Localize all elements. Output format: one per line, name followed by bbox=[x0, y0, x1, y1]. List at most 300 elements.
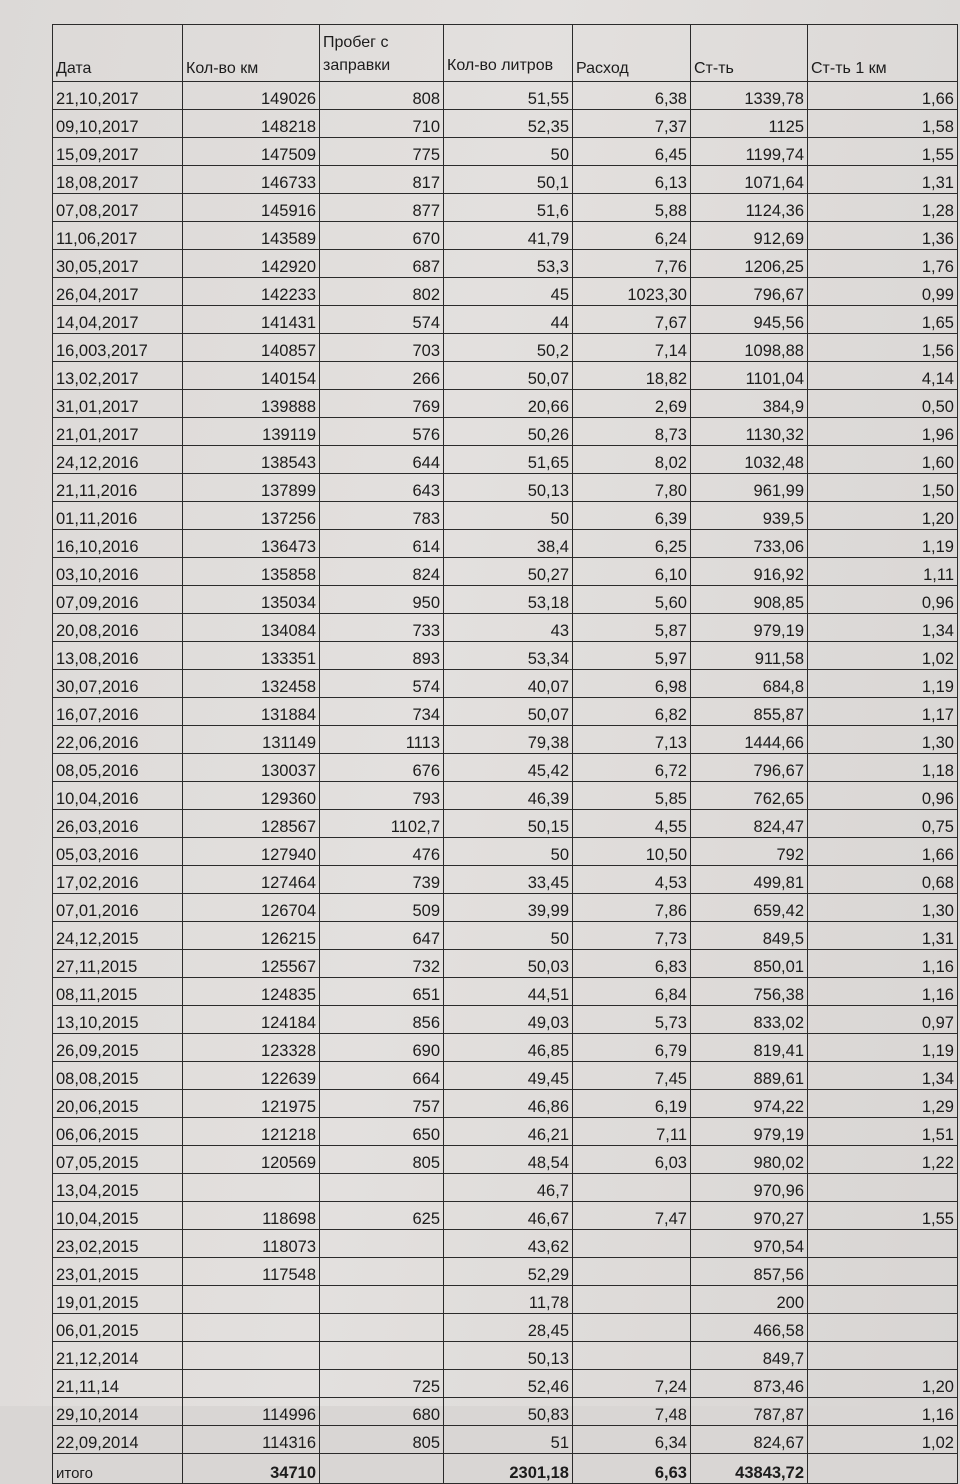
cell-distance: 893 bbox=[320, 642, 444, 670]
cell-date: 21,10,2017 bbox=[53, 82, 183, 110]
cell-cost-per-km: 4,14 bbox=[808, 362, 958, 390]
cell-cost-per-km: 1,20 bbox=[808, 502, 958, 530]
cell-cost: 889,61 bbox=[691, 1062, 808, 1090]
cell-cost-per-km: 1,17 bbox=[808, 698, 958, 726]
cell-consumption: 6,39 bbox=[573, 502, 691, 530]
cell-date: 29,10,2014 bbox=[53, 1398, 183, 1426]
table-row bbox=[53, 1342, 958, 1370]
cell-date: 27,11,2015 bbox=[53, 950, 183, 978]
cell-liters: 48,54 bbox=[444, 1146, 573, 1174]
cell-cost-per-km bbox=[808, 1286, 958, 1314]
cell-km: 131149 bbox=[183, 726, 320, 754]
cell-km: 128567 bbox=[183, 810, 320, 838]
cell-liters: 53,3 bbox=[444, 250, 573, 278]
table-row bbox=[53, 950, 958, 978]
cell-liters: 50,27 bbox=[444, 558, 573, 586]
table-row bbox=[53, 530, 958, 558]
table-row bbox=[53, 502, 958, 530]
cell-km: 131884 bbox=[183, 698, 320, 726]
table-row bbox=[53, 1146, 958, 1174]
cell-liters: 50 bbox=[444, 922, 573, 950]
cell-distance: 950 bbox=[320, 586, 444, 614]
cell-date: 17,02,2016 bbox=[53, 866, 183, 894]
cell-date: 16,003,2017 bbox=[53, 334, 183, 362]
cell-km: 137256 bbox=[183, 502, 320, 530]
cell-consumption: 7,13 bbox=[573, 726, 691, 754]
cell-cost-per-km bbox=[808, 1314, 958, 1342]
cell-distance: 732 bbox=[320, 950, 444, 978]
cell-consumption: 6,84 bbox=[573, 978, 691, 1006]
cell-cost-per-km: 1,56 bbox=[808, 334, 958, 362]
cell-km: 140154 bbox=[183, 362, 320, 390]
cell-cost-per-km bbox=[808, 1258, 958, 1286]
cell-cost: 970,27 bbox=[691, 1202, 808, 1230]
cell-consumption: 6,45 bbox=[573, 138, 691, 166]
cell-cost: 824,67 bbox=[691, 1426, 808, 1454]
cell-cost-per-km: 1,34 bbox=[808, 614, 958, 642]
cell-km: 136473 bbox=[183, 530, 320, 558]
cell-km: 121218 bbox=[183, 1118, 320, 1146]
cell-cost-per-km: 1,16 bbox=[808, 978, 958, 1006]
cell-distance: 739 bbox=[320, 866, 444, 894]
cell-liters: 53,18 bbox=[444, 586, 573, 614]
cell-cost: 849,5 bbox=[691, 922, 808, 950]
cell-distance: 574 bbox=[320, 306, 444, 334]
cell-consumption: 5,97 bbox=[573, 642, 691, 670]
cell-date: 31,01,2017 bbox=[53, 390, 183, 418]
cell-date: 07,09,2016 bbox=[53, 586, 183, 614]
table-row bbox=[53, 1314, 958, 1342]
cell-date: 20,08,2016 bbox=[53, 614, 183, 642]
cell-date: 30,07,2016 bbox=[53, 670, 183, 698]
cell-km: 127940 bbox=[183, 838, 320, 866]
cell-cost-per-km: 1,16 bbox=[808, 1398, 958, 1426]
cell-consumption: 7,45 bbox=[573, 1062, 691, 1090]
cell-liters: 50,07 bbox=[444, 698, 573, 726]
cell-liters: 52,46 bbox=[444, 1370, 573, 1398]
total-cell-consumption: 6,63 bbox=[573, 1454, 691, 1484]
cell-cost: 762,65 bbox=[691, 782, 808, 810]
cell-date: 26,09,2015 bbox=[53, 1034, 183, 1062]
cell-liters: 45 bbox=[444, 278, 573, 306]
table-row bbox=[53, 1230, 958, 1258]
cell-consumption: 7,76 bbox=[573, 250, 691, 278]
cell-km bbox=[183, 1286, 320, 1314]
table-row bbox=[53, 1370, 958, 1398]
cell-km: 123328 bbox=[183, 1034, 320, 1062]
cell-cost: 912,69 bbox=[691, 222, 808, 250]
table-row bbox=[53, 754, 958, 782]
cell-distance bbox=[320, 1230, 444, 1258]
cell-distance: 690 bbox=[320, 1034, 444, 1062]
cell-date: 07,01,2016 bbox=[53, 894, 183, 922]
cell-date: 03,10,2016 bbox=[53, 558, 183, 586]
cell-consumption: 7,86 bbox=[573, 894, 691, 922]
cell-liters: 49,45 bbox=[444, 1062, 573, 1090]
cell-date: 09,10,2017 bbox=[53, 110, 183, 138]
cell-cost: 970,96 bbox=[691, 1174, 808, 1202]
table-row bbox=[53, 698, 958, 726]
table-row bbox=[53, 166, 958, 194]
cell-consumption: 6,25 bbox=[573, 530, 691, 558]
cell-distance: 614 bbox=[320, 530, 444, 558]
cell-distance: 769 bbox=[320, 390, 444, 418]
cell-date: 01,11,2016 bbox=[53, 502, 183, 530]
cell-cost-per-km: 1,19 bbox=[808, 1034, 958, 1062]
cell-km: 124184 bbox=[183, 1006, 320, 1034]
table-row bbox=[53, 1258, 958, 1286]
cell-date: 26,03,2016 bbox=[53, 810, 183, 838]
table-row bbox=[53, 334, 958, 362]
cell-consumption bbox=[573, 1342, 691, 1370]
cell-date: 24,12,2015 bbox=[53, 922, 183, 950]
cell-liters: 11,78 bbox=[444, 1286, 573, 1314]
cell-liters: 28,45 bbox=[444, 1314, 573, 1342]
total-cell-km: 34710 bbox=[183, 1454, 320, 1484]
cell-consumption: 10,50 bbox=[573, 838, 691, 866]
cell-consumption: 1023,30 bbox=[573, 278, 691, 306]
cell-cost-per-km: 1,30 bbox=[808, 726, 958, 754]
cell-date: 26,04,2017 bbox=[53, 278, 183, 306]
cell-distance: 793 bbox=[320, 782, 444, 810]
cell-km: 148218 bbox=[183, 110, 320, 138]
cell-cost: 970,54 bbox=[691, 1230, 808, 1258]
cell-liters: 51,55 bbox=[444, 82, 573, 110]
table-row bbox=[53, 1006, 958, 1034]
cell-cost-per-km: 1,11 bbox=[808, 558, 958, 586]
table-row bbox=[53, 306, 958, 334]
cell-cost: 979,19 bbox=[691, 1118, 808, 1146]
cell-consumption: 6,34 bbox=[573, 1426, 691, 1454]
total-cell-date: итого bbox=[53, 1454, 183, 1484]
cell-consumption: 6,24 bbox=[573, 222, 691, 250]
cell-liters: 50,03 bbox=[444, 950, 573, 978]
table-row bbox=[53, 978, 958, 1006]
cell-distance: 1113 bbox=[320, 726, 444, 754]
cell-consumption: 7,48 bbox=[573, 1398, 691, 1426]
cell-km: 122639 bbox=[183, 1062, 320, 1090]
cell-distance: 574 bbox=[320, 670, 444, 698]
cell-cost: 499,81 bbox=[691, 866, 808, 894]
cell-distance: 650 bbox=[320, 1118, 444, 1146]
cell-km: 125567 bbox=[183, 950, 320, 978]
table-row bbox=[53, 1118, 958, 1146]
cell-distance: 651 bbox=[320, 978, 444, 1006]
cell-km: 114316 bbox=[183, 1426, 320, 1454]
cell-consumption: 6,72 bbox=[573, 754, 691, 782]
cell-consumption bbox=[573, 1258, 691, 1286]
cell-liters: 50 bbox=[444, 502, 573, 530]
cell-cost-per-km bbox=[808, 1342, 958, 1370]
cell-distance: 817 bbox=[320, 166, 444, 194]
cell-date: 21,11,14 bbox=[53, 1370, 183, 1398]
cell-cost-per-km bbox=[808, 1174, 958, 1202]
cell-liters: 51,6 bbox=[444, 194, 573, 222]
cell-liters: 43,62 bbox=[444, 1230, 573, 1258]
cell-cost: 733,06 bbox=[691, 530, 808, 558]
cell-consumption bbox=[573, 1230, 691, 1258]
cell-distance: 710 bbox=[320, 110, 444, 138]
cell-cost: 1199,74 bbox=[691, 138, 808, 166]
table-row bbox=[53, 782, 958, 810]
cell-distance: 733 bbox=[320, 614, 444, 642]
table-row bbox=[53, 558, 958, 586]
cell-cost-per-km: 0,96 bbox=[808, 586, 958, 614]
cell-cost: 873,46 bbox=[691, 1370, 808, 1398]
cell-cost-per-km: 1,30 bbox=[808, 894, 958, 922]
header-row bbox=[53, 25, 958, 82]
cell-consumption: 6,10 bbox=[573, 558, 691, 586]
cell-cost: 819,41 bbox=[691, 1034, 808, 1062]
cell-consumption: 4,53 bbox=[573, 866, 691, 894]
cell-liters: 50,83 bbox=[444, 1398, 573, 1426]
cell-consumption: 7,24 bbox=[573, 1370, 691, 1398]
cell-distance bbox=[320, 1342, 444, 1370]
cell-distance: 576 bbox=[320, 418, 444, 446]
cell-liters: 51,65 bbox=[444, 446, 573, 474]
cell-cost-per-km: 1,34 bbox=[808, 1062, 958, 1090]
cell-liters: 53,34 bbox=[444, 642, 573, 670]
cell-cost: 850,01 bbox=[691, 950, 808, 978]
cell-km: 118073 bbox=[183, 1230, 320, 1258]
cell-cost: 945,56 bbox=[691, 306, 808, 334]
cell-consumption: 5,88 bbox=[573, 194, 691, 222]
cell-cost-per-km: 1,66 bbox=[808, 838, 958, 866]
cell-date: 08,08,2015 bbox=[53, 1062, 183, 1090]
cell-cost-per-km: 1,29 bbox=[808, 1090, 958, 1118]
cell-cost: 792 bbox=[691, 838, 808, 866]
cell-liters: 79,38 bbox=[444, 726, 573, 754]
cell-distance: 680 bbox=[320, 1398, 444, 1426]
cell-consumption: 8,02 bbox=[573, 446, 691, 474]
cell-distance: 676 bbox=[320, 754, 444, 782]
cell-date: 11,06,2017 bbox=[53, 222, 183, 250]
cell-consumption: 6,38 bbox=[573, 82, 691, 110]
cell-date: 08,05,2016 bbox=[53, 754, 183, 782]
cell-distance: 783 bbox=[320, 502, 444, 530]
cell-cost: 384,9 bbox=[691, 390, 808, 418]
cell-cost-per-km: 0,50 bbox=[808, 390, 958, 418]
cell-liters: 46,86 bbox=[444, 1090, 573, 1118]
table-row bbox=[53, 194, 958, 222]
cell-distance: 1102,7 bbox=[320, 810, 444, 838]
total-row bbox=[53, 1454, 958, 1484]
table-row bbox=[53, 922, 958, 950]
cell-cost: 1124,36 bbox=[691, 194, 808, 222]
cell-distance: 805 bbox=[320, 1146, 444, 1174]
header-consumption: Расход bbox=[573, 25, 691, 82]
table-row bbox=[53, 1062, 958, 1090]
cell-cost: 1125 bbox=[691, 110, 808, 138]
cell-consumption: 18,82 bbox=[573, 362, 691, 390]
cell-date: 18,08,2017 bbox=[53, 166, 183, 194]
table-row bbox=[53, 670, 958, 698]
header-cost: Ст-ть bbox=[691, 25, 808, 82]
cell-cost-per-km: 1,16 bbox=[808, 950, 958, 978]
cell-distance: 509 bbox=[320, 894, 444, 922]
table-row bbox=[53, 894, 958, 922]
cell-consumption: 5,85 bbox=[573, 782, 691, 810]
table-row bbox=[53, 642, 958, 670]
cell-km bbox=[183, 1370, 320, 1398]
cell-consumption: 6,03 bbox=[573, 1146, 691, 1174]
cell-consumption bbox=[573, 1174, 691, 1202]
table-row bbox=[53, 82, 958, 110]
total-cell-distance bbox=[320, 1454, 444, 1484]
cell-date: 06,06,2015 bbox=[53, 1118, 183, 1146]
header-cost-per-km: Ст-ть 1 км bbox=[808, 25, 958, 82]
cell-consumption: 8,73 bbox=[573, 418, 691, 446]
table-row bbox=[53, 110, 958, 138]
table-body bbox=[53, 82, 958, 1484]
cell-cost-per-km: 1,02 bbox=[808, 1426, 958, 1454]
cell-km bbox=[183, 1314, 320, 1342]
cell-km: 130037 bbox=[183, 754, 320, 782]
cell-consumption: 7,11 bbox=[573, 1118, 691, 1146]
cell-distance: 643 bbox=[320, 474, 444, 502]
cell-date: 23,02,2015 bbox=[53, 1230, 183, 1258]
cell-liters: 44 bbox=[444, 306, 573, 334]
cell-cost: 466,58 bbox=[691, 1314, 808, 1342]
cell-cost-per-km: 1,31 bbox=[808, 166, 958, 194]
cell-cost-per-km: 1,58 bbox=[808, 110, 958, 138]
cell-cost-per-km: 1,18 bbox=[808, 754, 958, 782]
cell-distance: 725 bbox=[320, 1370, 444, 1398]
cell-date: 13,02,2017 bbox=[53, 362, 183, 390]
cell-km: 127464 bbox=[183, 866, 320, 894]
cell-liters: 51 bbox=[444, 1426, 573, 1454]
cell-date: 07,08,2017 bbox=[53, 194, 183, 222]
cell-date: 30,05,2017 bbox=[53, 250, 183, 278]
cell-distance: 856 bbox=[320, 1006, 444, 1034]
cell-liters: 43 bbox=[444, 614, 573, 642]
cell-km: 126215 bbox=[183, 922, 320, 950]
cell-cost: 979,19 bbox=[691, 614, 808, 642]
cell-liters: 40,07 bbox=[444, 670, 573, 698]
cell-distance: 805 bbox=[320, 1426, 444, 1454]
cell-liters: 52,35 bbox=[444, 110, 573, 138]
cell-consumption bbox=[573, 1314, 691, 1342]
cell-liters: 49,03 bbox=[444, 1006, 573, 1034]
cell-consumption: 5,60 bbox=[573, 586, 691, 614]
table-row bbox=[53, 390, 958, 418]
cell-cost-per-km: 1,65 bbox=[808, 306, 958, 334]
cell-cost: 1339,78 bbox=[691, 82, 808, 110]
cell-distance bbox=[320, 1174, 444, 1202]
cell-distance bbox=[320, 1286, 444, 1314]
cell-date: 13,04,2015 bbox=[53, 1174, 183, 1202]
table-row bbox=[53, 586, 958, 614]
cell-cost-per-km: 1,31 bbox=[808, 922, 958, 950]
cell-distance: 808 bbox=[320, 82, 444, 110]
cell-date: 13,10,2015 bbox=[53, 1006, 183, 1034]
table-row bbox=[53, 1202, 958, 1230]
cell-distance: 687 bbox=[320, 250, 444, 278]
cell-liters: 50,13 bbox=[444, 1342, 573, 1370]
cell-cost: 939,5 bbox=[691, 502, 808, 530]
cell-cost-per-km: 1,50 bbox=[808, 474, 958, 502]
cell-cost: 857,56 bbox=[691, 1258, 808, 1286]
cell-km: 139119 bbox=[183, 418, 320, 446]
cell-cost: 796,67 bbox=[691, 754, 808, 782]
table-row bbox=[53, 1174, 958, 1202]
cell-liters: 50,13 bbox=[444, 474, 573, 502]
cell-cost: 796,67 bbox=[691, 278, 808, 306]
cell-liters: 20,66 bbox=[444, 390, 573, 418]
cell-date: 24,12,2016 bbox=[53, 446, 183, 474]
cell-km: 134084 bbox=[183, 614, 320, 642]
cell-date: 10,04,2016 bbox=[53, 782, 183, 810]
table-row bbox=[53, 418, 958, 446]
header-date: Дата bbox=[53, 25, 183, 82]
cell-km: 114996 bbox=[183, 1398, 320, 1426]
cell-cost: 974,22 bbox=[691, 1090, 808, 1118]
cell-date: 16,10,2016 bbox=[53, 530, 183, 558]
cell-consumption: 7,73 bbox=[573, 922, 691, 950]
cell-date: 21,12,2014 bbox=[53, 1342, 183, 1370]
cell-km: 121975 bbox=[183, 1090, 320, 1118]
cell-date: 21,11,2016 bbox=[53, 474, 183, 502]
cell-liters: 44,51 bbox=[444, 978, 573, 1006]
cell-date: 21,01,2017 bbox=[53, 418, 183, 446]
cell-cost-per-km: 1,02 bbox=[808, 642, 958, 670]
cell-liters: 46,21 bbox=[444, 1118, 573, 1146]
cell-consumption: 7,37 bbox=[573, 110, 691, 138]
cell-consumption: 6,82 bbox=[573, 698, 691, 726]
fuel-log-table bbox=[52, 24, 958, 1484]
cell-cost-per-km: 1,20 bbox=[808, 1370, 958, 1398]
cell-date: 22,09,2014 bbox=[53, 1426, 183, 1454]
cell-cost: 911,58 bbox=[691, 642, 808, 670]
cell-cost: 980,02 bbox=[691, 1146, 808, 1174]
cell-distance: 877 bbox=[320, 194, 444, 222]
table-row bbox=[53, 250, 958, 278]
cell-distance: 757 bbox=[320, 1090, 444, 1118]
cell-km: 135034 bbox=[183, 586, 320, 614]
cell-distance: 664 bbox=[320, 1062, 444, 1090]
cell-consumption bbox=[573, 1286, 691, 1314]
cell-km: 138543 bbox=[183, 446, 320, 474]
cell-cost-per-km: 1,55 bbox=[808, 1202, 958, 1230]
cell-cost-per-km bbox=[808, 1230, 958, 1258]
cell-consumption: 5,73 bbox=[573, 1006, 691, 1034]
cell-km: 141431 bbox=[183, 306, 320, 334]
cell-consumption: 7,67 bbox=[573, 306, 691, 334]
table-row bbox=[53, 838, 958, 866]
cell-km bbox=[183, 1174, 320, 1202]
cell-km: 135858 bbox=[183, 558, 320, 586]
cell-consumption: 6,79 bbox=[573, 1034, 691, 1062]
cell-cost-per-km: 1,76 bbox=[808, 250, 958, 278]
cell-km: 120569 bbox=[183, 1146, 320, 1174]
table-row bbox=[53, 1398, 958, 1426]
cell-cost-per-km: 1,19 bbox=[808, 670, 958, 698]
cell-liters: 38,4 bbox=[444, 530, 573, 558]
cell-date: 15,09,2017 bbox=[53, 138, 183, 166]
cell-km: 143589 bbox=[183, 222, 320, 250]
cell-liters: 50,07 bbox=[444, 362, 573, 390]
cell-cost: 961,99 bbox=[691, 474, 808, 502]
cell-date: 22,06,2016 bbox=[53, 726, 183, 754]
cell-cost-per-km: 0,97 bbox=[808, 1006, 958, 1034]
cell-distance: 824 bbox=[320, 558, 444, 586]
cell-km: 137899 bbox=[183, 474, 320, 502]
cell-km: 147509 bbox=[183, 138, 320, 166]
cell-liters: 50,15 bbox=[444, 810, 573, 838]
table-row bbox=[53, 138, 958, 166]
cell-cost: 916,92 bbox=[691, 558, 808, 586]
header-liters: Кол-во литров bbox=[444, 25, 573, 82]
